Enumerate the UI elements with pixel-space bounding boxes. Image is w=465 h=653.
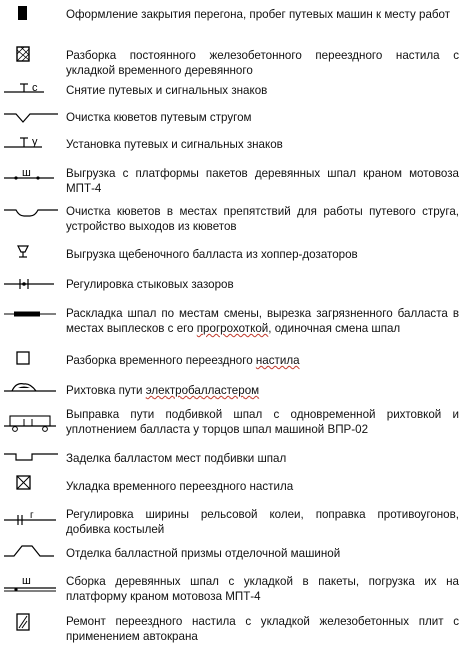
- legend-text: Установка путевых и сигнальных знаков: [66, 138, 283, 151]
- legend-text: Выгрузка с платформы пакетов деревянных шпал краном мотовоза МПТ-4: [66, 167, 459, 195]
- empty-square-icon: [2, 350, 58, 380]
- legend-text: Снятие путевых и сигнальных знаков: [66, 84, 268, 97]
- hopper-icon: [2, 240, 58, 270]
- legend-text: Регулировка стыковых зазоров: [66, 278, 234, 291]
- sign-install-icon: [2, 133, 58, 163]
- gauge-adjust-icon: [2, 507, 58, 537]
- legend-text: Ремонт переездного настила с укладкой железобетонных плит с применением автокрана: [66, 615, 459, 643]
- tamping-machine-icon: [2, 410, 58, 440]
- legend-text: Регулировка ширины рельсовой колеи, поправка противоугонов, добивка костылей: [66, 508, 459, 536]
- prism-finish-icon: [2, 540, 58, 570]
- legend-text: Отделка балластной призмы отделочной машиной: [66, 547, 341, 560]
- legend-text: Очистка кюветов путевым стругом: [66, 111, 252, 124]
- thick-line-icon: [2, 304, 58, 334]
- legend-text: Выправка пути подбивкой шпал с одновременной рихтовкой и уплотнением балласта у торцов шпал машиной ВПР-02: [66, 408, 459, 436]
- legend-text: Оформление закрытия перегона, пробег путевых машин к месту работ: [66, 8, 451, 21]
- joint-gap-icon: [2, 274, 58, 304]
- diag-hatched-square-icon: [2, 612, 58, 642]
- legend-text: Рихтовка пути электробалластером: [66, 384, 260, 397]
- ballaster-icon: [2, 378, 58, 408]
- symbol-letter: г: [30, 510, 34, 521]
- sleeper-pack-icon: [2, 572, 58, 602]
- hatched-square-icon: [2, 46, 58, 76]
- sleeper-unload-icon: [2, 166, 58, 196]
- legend-text: Сборка деревянных шпал с укладкой в пакеты, погрузка их на платформу краном мотовоза МПТ-4: [66, 575, 459, 603]
- legend-text: Очистка кюветов в местах препятствий для работы путевого струга, устройство выходов из кюветов: [66, 205, 459, 233]
- symbol-letter: ш: [22, 575, 31, 587]
- symbol-letter: с: [32, 82, 38, 94]
- legend-text: Укладка временного переездного настила: [66, 480, 294, 493]
- legend-text: Выгрузка щебеночного балласта из хоппер-дозаторов: [66, 248, 358, 261]
- symbol-letter: у: [32, 136, 38, 148]
- symbol-letter: ш: [22, 167, 31, 179]
- black-rectangle-icon: [2, 4, 58, 34]
- legend-text: Разборка постоянного железобетонного переездного настила с укладкой временного деревянного: [66, 49, 459, 77]
- crossed-square-icon: [2, 474, 58, 504]
- sign-removal-icon: [2, 80, 58, 110]
- legend-text: Заделка балластом мест подбивки шпал: [66, 452, 287, 465]
- legend-text: Раскладка шпал по местам смены, вырезка загрязненного балласта в местах выплесков с его прогрохоткой, одиночная смена шпал: [66, 307, 459, 335]
- ditch-obstacle-icon: [2, 200, 58, 230]
- legend-text: Разборка временного переездного настила: [66, 354, 300, 367]
